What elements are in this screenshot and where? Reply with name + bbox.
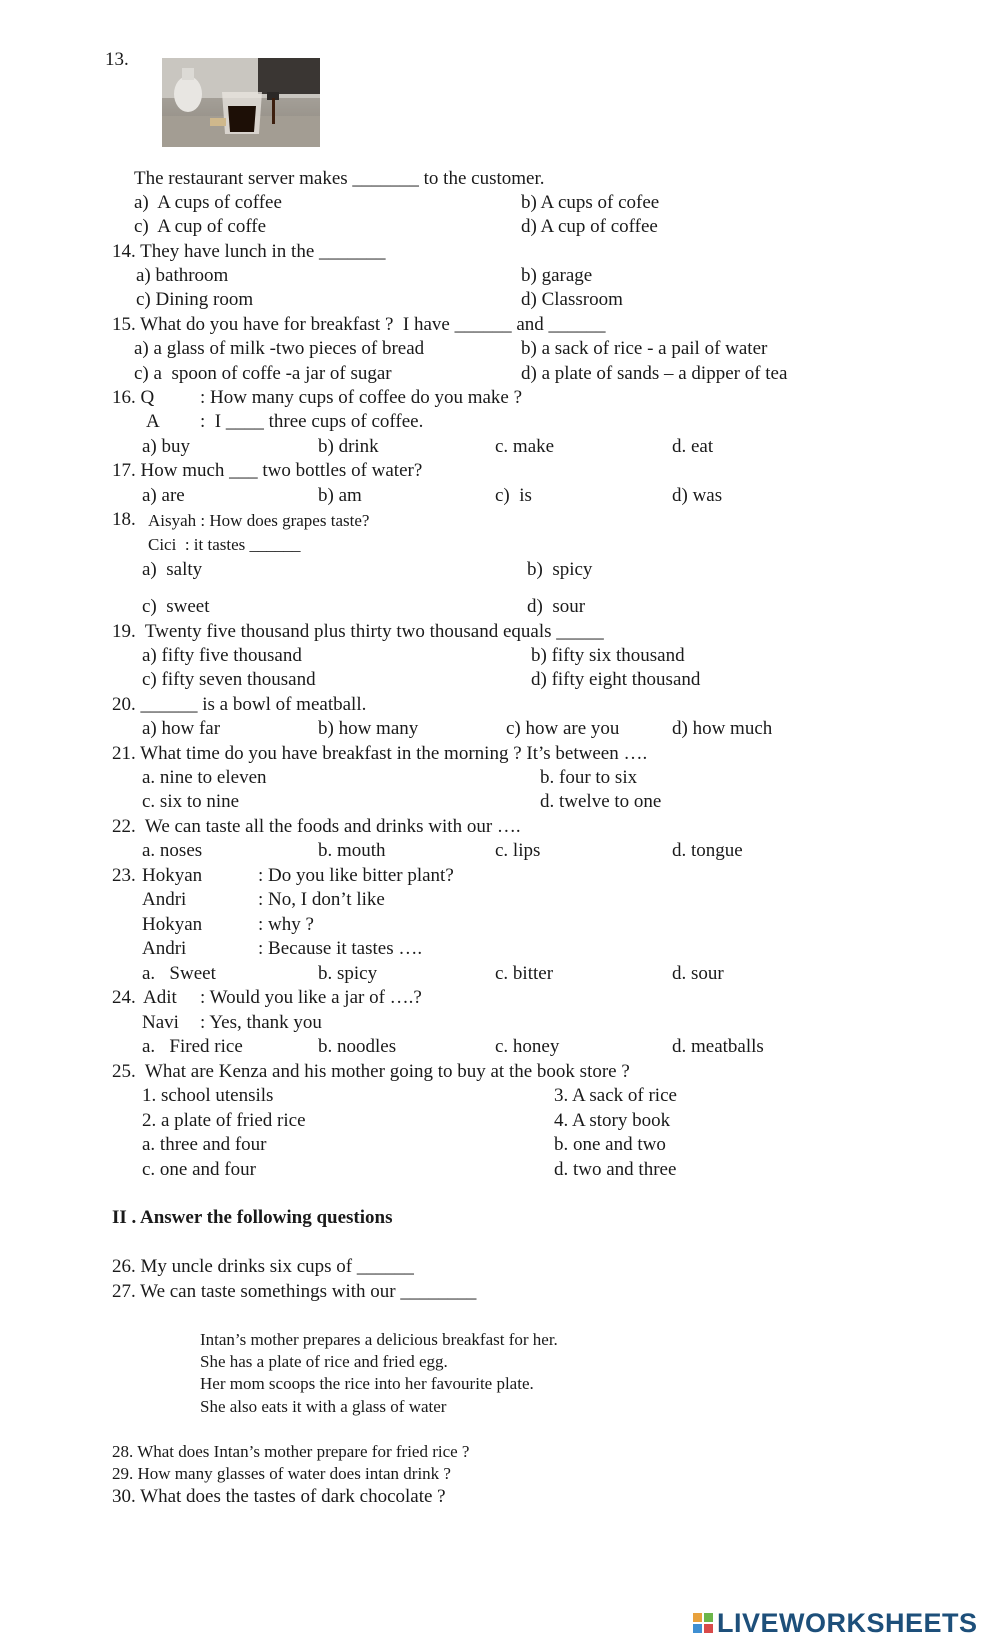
dialogue-speaker: Andri — [142, 938, 187, 959]
dialogue-text: : Because it tastes …. — [258, 938, 423, 959]
option-b[interactable]: b) fifty six thousand — [531, 645, 685, 666]
option-c[interactable]: c) is — [495, 485, 532, 506]
option-a[interactable]: a. three and four — [142, 1134, 267, 1155]
option-c[interactable]: c) how are you — [506, 718, 620, 739]
option-b[interactable]: b. spicy — [318, 963, 378, 984]
question-stem: 20. ______ is a bowl of meatball. — [112, 694, 367, 715]
option-c[interactable]: c) a spoon of coffe -a jar of sugar — [134, 363, 392, 384]
coffee-photo — [162, 58, 320, 147]
option-c[interactable]: c. one and four — [142, 1159, 256, 1180]
option-d[interactable]: d) sour — [527, 596, 586, 617]
option-d[interactable]: d) A cup of coffee — [521, 216, 658, 237]
question-stem: 17. How much ___ two bottles of water? — [112, 460, 423, 481]
option-c[interactable]: c) sweet — [142, 596, 210, 617]
question-stem: 15. What do you have for breakfast ? I have ______ and ______ — [112, 314, 606, 335]
option-b[interactable]: b. four to six — [540, 767, 638, 788]
passage-line: She has a plate of rice and fried egg. — [200, 1352, 448, 1371]
option-c[interactable]: c. honey — [495, 1036, 560, 1057]
question-number: 23. — [112, 865, 136, 886]
option-d[interactable]: d) fifty eight thousand — [531, 669, 701, 690]
passage-line: Intan’s mother prepares a delicious breakfast for her. — [200, 1330, 558, 1349]
option-b[interactable]: b. one and two — [554, 1134, 666, 1155]
dialogue-speaker: Hokyan — [142, 865, 203, 886]
dialogue-speaker: A — [146, 411, 160, 432]
option-d[interactable]: d) Classroom — [521, 289, 623, 310]
coffee-pour-icon — [162, 58, 320, 147]
dialogue-text: : Do you like bitter plant? — [258, 865, 454, 886]
option-d[interactable]: d) how much — [672, 718, 773, 739]
option-d[interactable]: d. tongue — [672, 840, 743, 861]
option-d[interactable]: d. twelve to one — [540, 791, 662, 812]
question-stem: 27. We can taste somethings with our ________ — [112, 1281, 477, 1302]
question-stem: The restaurant server makes _______ to the customer. — [134, 168, 545, 189]
option-d[interactable]: d. eat — [672, 436, 714, 457]
question-stem: 26. My uncle drinks six cups of ______ — [112, 1256, 414, 1277]
section-heading: II . Answer the following questions — [112, 1207, 393, 1228]
option-a[interactable]: a. Sweet — [142, 963, 216, 984]
question-stem: 19. Twenty five thousand plus thirty two thousand equals _____ — [112, 621, 604, 642]
option-a[interactable]: a) A cups of coffee — [134, 192, 282, 213]
option-d[interactable]: d. two and three — [554, 1159, 677, 1180]
dialogue-text: : No, I don’t like — [258, 889, 385, 910]
option-b[interactable]: b) drink — [318, 436, 379, 457]
list-item: 2. a plate of fried rice — [142, 1110, 306, 1131]
dialogue-text: : Yes, thank you — [200, 1012, 322, 1033]
option-d[interactable]: d) a plate of sands – a dipper of tea — [521, 363, 788, 384]
option-b[interactable]: b) a sack of rice - a pail of water — [521, 338, 768, 359]
dialogue-text: Cici : it tastes ______ — [148, 535, 301, 554]
option-d[interactable]: d. sour — [672, 963, 724, 984]
passage-line: She also eats it with a glass of water — [200, 1397, 447, 1416]
question-stem: 22. We can taste all the foods and drinks with our …. — [112, 816, 521, 837]
option-c[interactable]: c) Dining room — [136, 289, 254, 310]
option-a[interactable]: a) fifty five thousand — [142, 645, 302, 666]
question-stem: 30. What does the tastes of dark chocolate ? — [112, 1486, 446, 1507]
question-number: 13. — [105, 49, 129, 70]
dialogue-text: : Would you like a jar of ….? — [200, 987, 422, 1008]
logo-text: LIVEWORKSHEETS — [717, 1607, 978, 1638]
liveworksheets-logo — [693, 1606, 978, 1640]
option-c[interactable]: c. six to nine — [142, 791, 240, 812]
option-b[interactable]: b. noodles — [318, 1036, 397, 1057]
option-c[interactable]: c. lips — [495, 840, 541, 861]
option-c[interactable]: c. make — [495, 436, 555, 457]
list-item: 3. A sack of rice — [554, 1085, 677, 1106]
option-a[interactable]: a) salty — [142, 559, 203, 580]
dialogue-text: : How many cups of coffee do you make ? — [200, 387, 523, 408]
dialogue-speaker: Navi — [142, 1012, 179, 1033]
option-b[interactable]: b) how many — [318, 718, 419, 739]
option-c[interactable]: c. bitter — [495, 963, 554, 984]
passage-line: Her mom scoops the rice into her favourite plate. — [200, 1374, 534, 1393]
option-b[interactable]: b) garage — [521, 265, 593, 286]
question-stem: 29. How many glasses of water does intan drink ? — [112, 1464, 451, 1483]
option-a[interactable]: a) are — [142, 485, 185, 506]
dialogue-speaker: Hokyan — [142, 914, 203, 935]
option-a[interactable]: a. nine to eleven — [142, 767, 267, 788]
dialogue-text: : why ? — [258, 914, 314, 935]
option-a[interactable]: a) how far — [142, 718, 221, 739]
option-b[interactable]: b. mouth — [318, 840, 386, 861]
question-stem: 14. They have lunch in the _______ — [112, 241, 386, 262]
logo-blocks-icon — [693, 1613, 713, 1633]
option-d[interactable]: d) was — [672, 485, 723, 506]
option-b[interactable]: b) spicy — [527, 559, 593, 580]
question-number: 18. — [112, 509, 136, 530]
dialogue-text: Aisyah : How does grapes taste? — [148, 511, 370, 530]
question-stem: 28. What does Intan’s mother prepare for fried rice ? — [112, 1442, 470, 1461]
question-stem: 25. What are Kenza and his mother going to buy at the book store ? — [112, 1061, 630, 1082]
option-a[interactable]: a. noses — [142, 840, 203, 861]
list-item: 4. A story book — [554, 1110, 671, 1131]
dialogue-text: : I ____ three cups of coffee. — [200, 411, 424, 432]
question-stem: 21. What time do you have breakfast in the morning ? It’s between …. — [112, 743, 648, 764]
option-a[interactable]: a) buy — [142, 436, 191, 457]
option-d[interactable]: d. meatballs — [672, 1036, 764, 1057]
option-b[interactable]: b) am — [318, 485, 362, 506]
question-number: 24. — [112, 987, 136, 1008]
option-c[interactable]: c) fifty seven thousand — [142, 669, 316, 690]
dialogue-speaker: 16. Q — [112, 387, 155, 408]
option-b[interactable]: b) A cups of cofee — [521, 192, 660, 213]
option-c[interactable]: c) A cup of coffe — [134, 216, 267, 237]
dialogue-speaker: Adit — [143, 987, 177, 1008]
option-a[interactable]: a) a glass of milk -two pieces of bread — [134, 338, 425, 359]
option-a[interactable]: a. Fired rice — [142, 1036, 243, 1057]
option-a[interactable]: a) bathroom — [136, 265, 229, 286]
list-item: 1. school utensils — [142, 1085, 274, 1106]
dialogue-speaker: Andri — [142, 889, 187, 910]
